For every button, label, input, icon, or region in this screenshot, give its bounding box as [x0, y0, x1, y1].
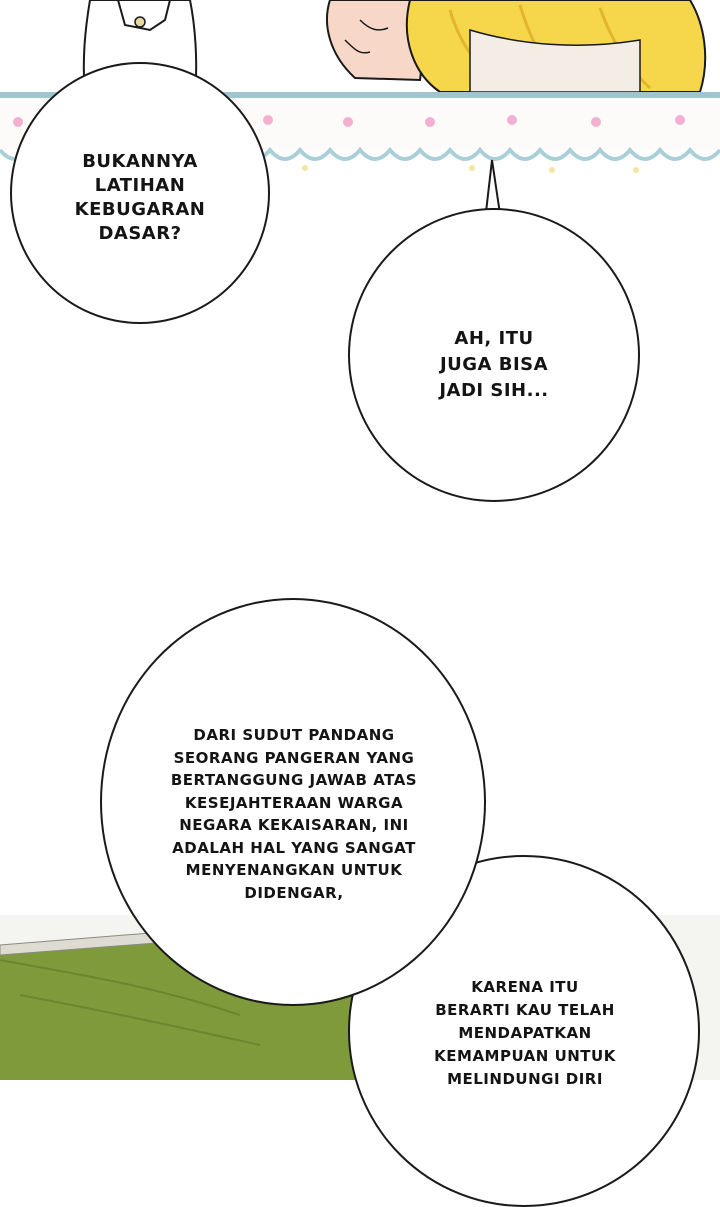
bubble-3-line: KESEJAHTERAAN WARGA	[184, 793, 404, 812]
bubble-4-line: BERARTI KAU TELAH	[435, 1001, 615, 1019]
bubble-2-line: JUGA BISA	[439, 354, 549, 375]
bubble-3-line: SEORANG PANGERAN YANG	[173, 748, 415, 767]
coat-brooch	[135, 17, 145, 27]
bubble-1-line: LATIHAN	[94, 175, 186, 196]
speech-bubble-1-text	[40, 150, 240, 246]
bubble-3-line: DIDENGAR,	[244, 883, 344, 902]
bubble-1-line: DASAR?	[98, 223, 182, 244]
bubble-1-line: KEBUGARAN	[74, 199, 206, 220]
speech-bubble-2-text	[394, 326, 594, 404]
bubble-4-line: MENDAPATKAN	[458, 1024, 592, 1042]
bubble-2-line: JADI SIH...	[439, 380, 549, 401]
bubble-3-line: NEGARA KEKAISARAN, INI	[179, 816, 409, 834]
bubble-3-line: DARI SUDUT PANDANG	[193, 726, 395, 744]
bubble-3-line: BERTANGGUNG JAWAB ATAS	[170, 771, 418, 789]
speech-bubble-4-text	[400, 976, 650, 1091]
bubble-4-line: KEMAMPUAN UNTUK	[434, 1047, 616, 1065]
bubble-4-line: MELINDUNGI DIRI	[447, 1070, 603, 1088]
speech-bubble-3-text	[124, 724, 464, 904]
bubble-3-line: ADALAH HAL YANG SANGAT	[172, 838, 416, 857]
bubble-1-line: BUKANNYA	[82, 151, 198, 172]
lace-dots	[302, 165, 639, 173]
bubble-4-line: KARENA ITU	[471, 978, 579, 996]
bubble-2-line: AH, ITU	[454, 328, 534, 349]
bubble-3-line: MENYENANGKAN UNTUK	[185, 861, 403, 879]
